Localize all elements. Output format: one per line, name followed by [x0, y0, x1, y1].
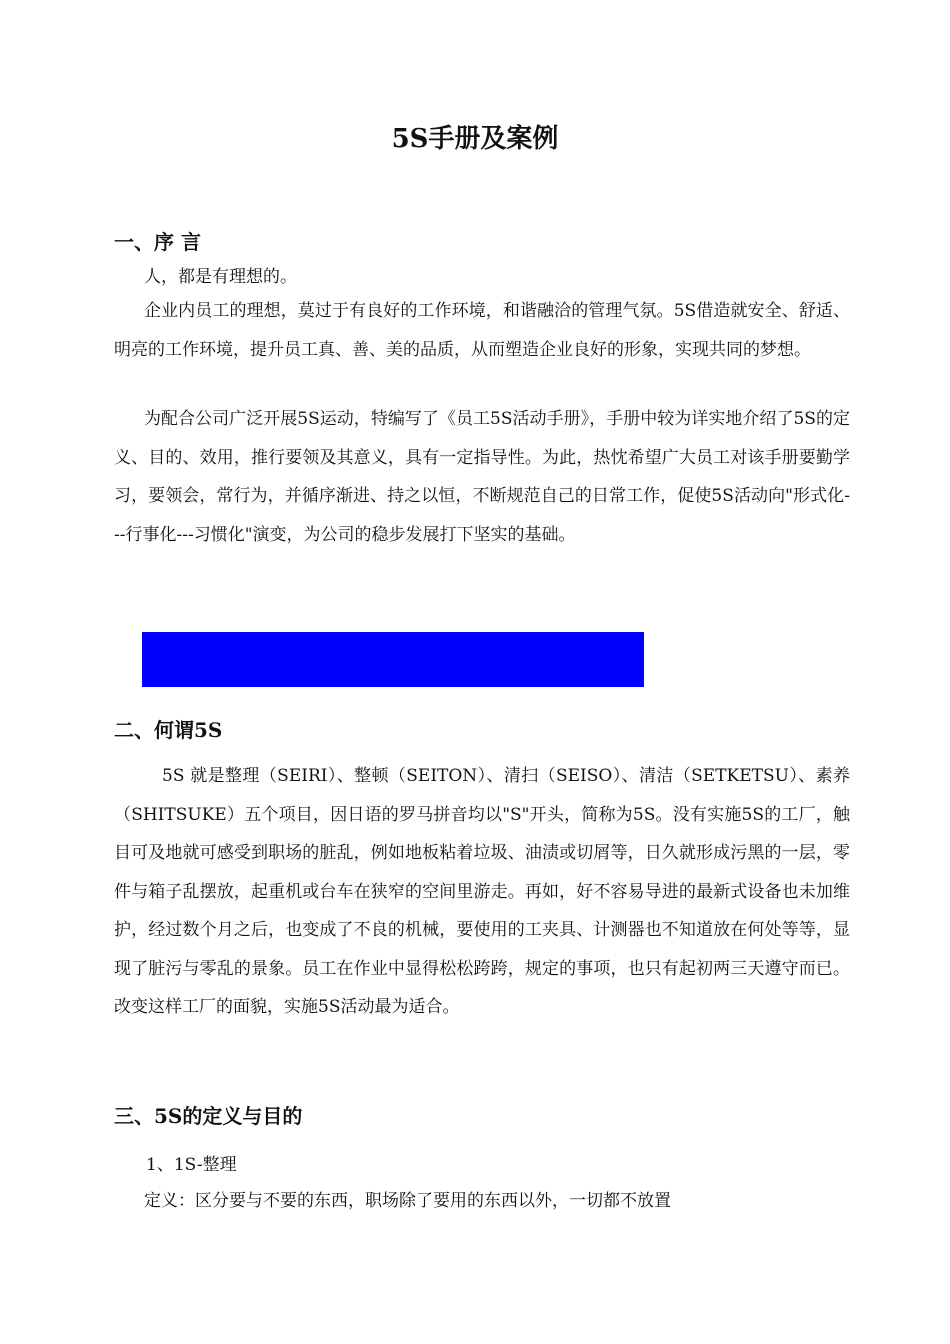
preface-paragraph-1: 人，都是有理想的。: [144, 267, 297, 287]
section-heading-definition: 三、5S的定义与目的: [114, 1104, 303, 1128]
section-heading-preface: 一、序 言: [114, 230, 201, 254]
item-1s-seiri: 1、1S-整理: [146, 1155, 237, 1175]
what-is-5s-paragraph: 5S 就是整理（SEIRI）、整顿（SEITON）、清扫（SEISO）、清洁（SETKETSU）、素养（SHITSUKE）五个项目，因日语的罗马拼音均以"S"开头，简称为5S。没有实施5S的工厂，触目可及地就可感受到职场的脏乱，例如地板粘着垃圾、油渍或切屑等，日久就形成污黑的一层，零件与箱子乱摆放，起重机或台车在狭窄的空间里游走。再如，好不容易导进的最新式设备也未加维护，经过数个月之后，也变成了不良的机械，要使用的工夹具、计测器也不知道放在何处等等，显现了脏污与零乱的景象。员工在作业中显得松松跨跨，规定的事项，也只有起初两三天遵守而已。改变这样工厂的面貌，实施5S活动最为适合。: [114, 766, 850, 1017]
definition-text: 定义：区分要与不要的东西，职场除了要用的东西以外，一切都不放置: [144, 1191, 671, 1211]
preface-paragraph-3: 为配合公司广泛开展5S运动，特编写了《员工5S活动手册》，手册中较为详实地介绍了5S的定义、目的、效用，推行要领及其意义，具有一定指导性。为此，热忱希望广大员工对该手册要勤学习，要领会，常行为，并循序渐进、持之以恒，不断规范自己的日常工作，促使5S活动向"形式化---行事化---习惯化"演变，为公司的稳步发展打下坚实的基础。: [114, 409, 850, 545]
document-title: 5S手册及案例: [391, 124, 559, 154]
section-heading-what-is-5s: 二、何谓5S: [114, 718, 223, 742]
preface-paragraph-2: 企业内员工的理想，莫过于有良好的工作环境，和谐融洽的管理气氛。5S借造就安全、舒适、明亮的工作环境，提升员工真、善、美的品质，从而塑造企业良好的形象，实现共同的梦想。: [114, 301, 850, 360]
highlight-bar: [142, 632, 644, 687]
